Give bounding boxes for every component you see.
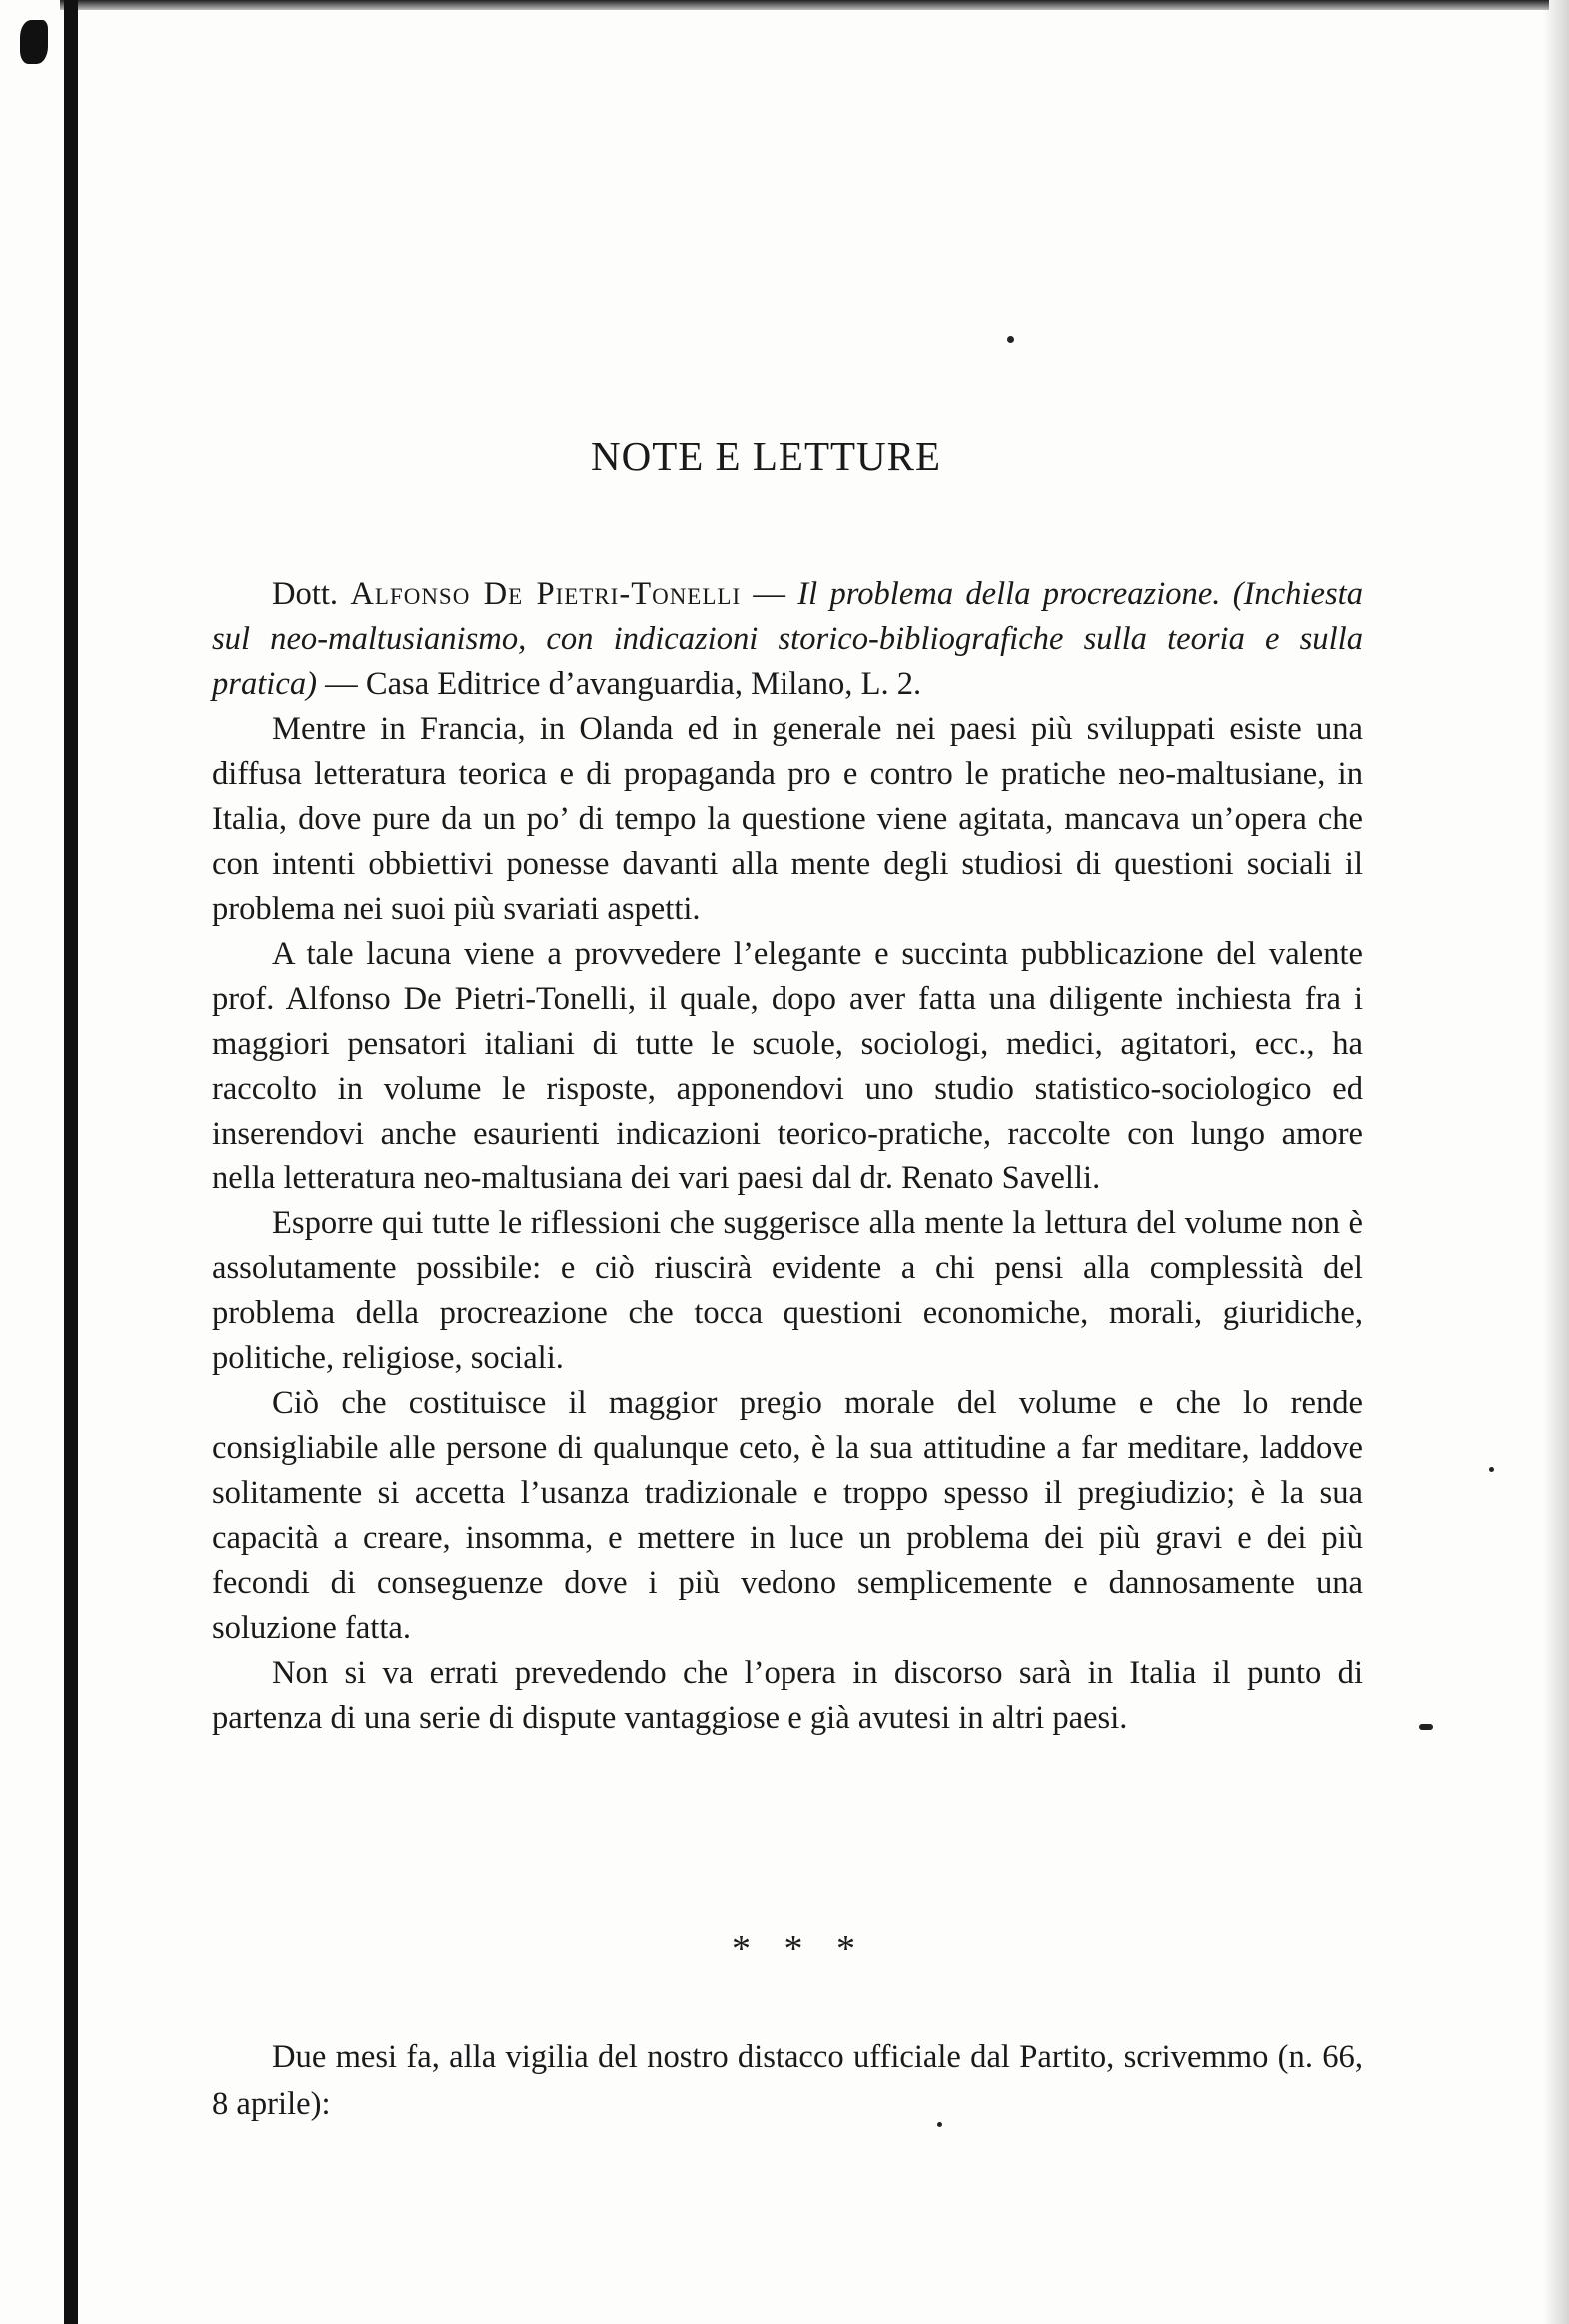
review-body	[212, 572, 1363, 1741]
review-paragraph: Ciò che costituisce il maggior pregio morale del volume e che lo rende consigliabile alle persone di qualunque ceto, è la sua attitudine a far meditare, laddove solitamente si accetta l’usanza tradizionale e troppo spesso il pregiudizio; è la sua capacità a creare, insomma, e mettere in luce un problema dei più gravi e dei più fecondi di conseguenze dove i più vedono semplicemente e dannosamente una soluzione fatta.	[212, 1385, 1363, 1646]
citation-dash: —	[741, 576, 798, 612]
review-paragraph: Mentre in Francia, in Olanda ed in generale nei paesi più sviluppati esiste una diffusa letteratura teorica e di propaganda pro e contro le pratiche neo-maltusiane, in Italia, dove pure da un po’ di tempo la questione viene agitata, mancava un’opera che con intenti obbiettivi ponesse davanti alla mente degli studiosi di questioni sociali il problema nei suoi più svariati aspetti.	[212, 711, 1363, 927]
section-heading: NOTE E LETTURE	[591, 433, 942, 479]
author-name: Alfonso De Pietri-Tonelli	[350, 576, 742, 612]
section-separator: * * *	[732, 1928, 867, 1970]
closing-paragraph: Due mesi fa, alla vigilia del nostro distacco ufficiale dal Partito, scrivemmo (n. 66, 8 aprile):	[212, 2039, 1363, 2122]
scan-left-edge	[64, 0, 78, 2324]
scan-right-edge	[1543, 0, 1569, 2324]
book-title: Il problema della procreazione. (Inchiesta sul neo-maltusianismo, con indicazioni storico-bibliografiche sulla teoria e sulla pratica)	[212, 576, 1363, 702]
author-prefix: Dott.	[272, 576, 351, 612]
scan-top-edge	[60, 0, 1549, 10]
scan-speck	[1007, 336, 1014, 343]
scan-speck	[1489, 1467, 1494, 1472]
review-paragraph: A tale lacuna viene a provvedere l’elegante e succinta pubblicazione del valente prof. Alfonso De Pietri-Tonelli, il quale, dopo aver fatta una diligente inchiesta fra i maggiori pensatori italiani di tutte le scuole, sociologi, medici, agitatori, ecc., ha raccolto in volume le risposte, apponendovi uno studio statistico-sociologico ed inserendovi anche esaurienti indicazioni teorico-pratiche, raccolte con lungo amore nella letteratura neo-maltusiana dei vari paesi dal dr. Renato Savelli.	[212, 936, 1363, 1196]
review-paragraph: Esporre qui tutte le riflessioni che suggerisce alla mente la lettura del volume non è assolutamente possibile: e ciò riuscirà evidente a chi pensi alla complessità del problema della procreazione che tocca questioni economiche, morali, giuridiche, politiche, religiose, sociali.	[212, 1205, 1363, 1376]
publisher-info: — Casa Editrice d’avanguardia, Milano, L. 2.	[316, 666, 922, 702]
scan-corner-mark	[20, 20, 48, 64]
review-paragraph: Non si va errati prevedendo che l’opera in discorso sarà in Italia il punto di partenza di una serie di dispute vantaggiose e già avutesi in altri paesi.	[212, 1655, 1363, 1736]
review-citation	[212, 572, 1363, 707]
scan-speck	[1419, 1724, 1433, 1730]
closing-text	[212, 2034, 1363, 2128]
